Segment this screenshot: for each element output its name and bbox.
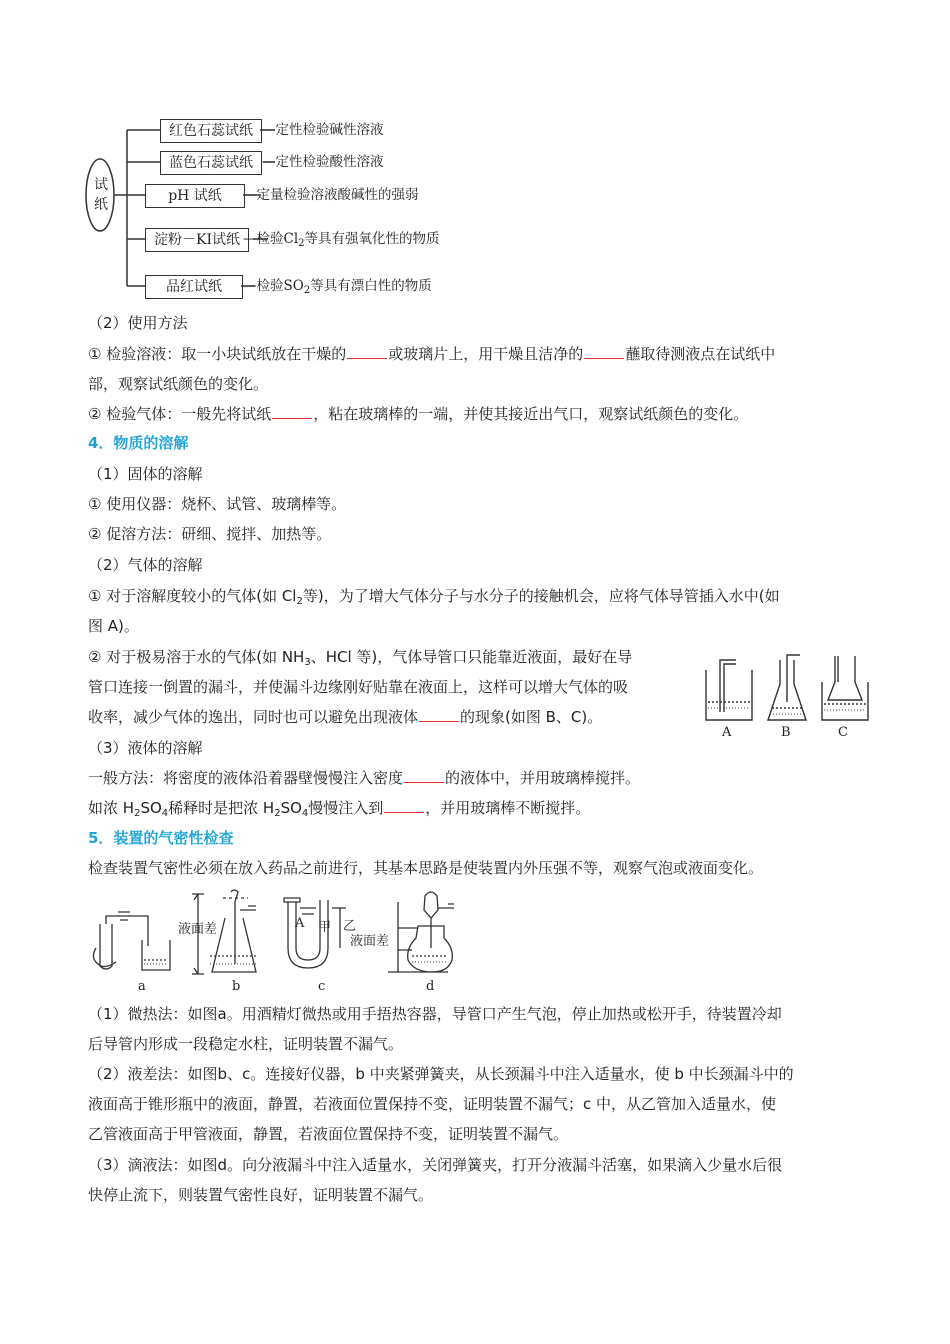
liquid-line-1: 一般方法：将密度的液体沿着器壁慢慢注入密度 的液体中，并用玻璃棒搅拌。 <box>88 769 641 787</box>
figure-label-b: B <box>781 725 791 740</box>
figure-label-yi: 乙 <box>343 919 357 934</box>
figure-label-diff-b: 液面差 <box>178 922 218 937</box>
tree-root: 试纸 <box>94 177 108 213</box>
section-5-title: 5．装置的气密性检查 <box>88 829 234 847</box>
figure-label-a: a <box>138 979 146 994</box>
method-1-line-1: （1）微热法：如图a。用酒精灯微热或用手捂热容器，导管口产生气泡，停止加热或松开手，待装置冷却 <box>88 1005 782 1023</box>
blue-litmus-paper: 蓝色石蕊试纸 <box>160 151 262 175</box>
liquid-title: （3）液体的溶解 <box>88 739 203 757</box>
method-1-line-2: 后导管内形成一段稳定水柱，证明装置不漏气。 <box>88 1035 404 1053</box>
answer-blank[interactable] <box>584 344 624 359</box>
gas-line-5: 收率，减少气体的逸出，同时也可以避免出现液体 的现象(如图 B、C)。 <box>88 708 603 726</box>
method-2-line-1: （2）液差法：如图b、c。连接好仪器，b 中夹紧弹簧夹，从长颈漏斗中注入适量水，使 b 中长颈漏斗中的 <box>88 1065 794 1083</box>
solid-line-1: ① 使用仪器：烧杯、试管、玻璃棒等。 <box>88 495 347 513</box>
starch-ki-desc: —检验$Cl_2$等具有强氧化性的物质 <box>243 231 440 249</box>
method-3-line-1: （3）滴液法：如图d。向分液漏斗中注入适量水，关闭弹簧夹，打开分液漏斗活塞，如果滴入少量水后很 <box>88 1156 783 1174</box>
red-litmus-paper: 红色石蕊试纸 <box>160 119 262 143</box>
figure-label-jia: 甲 <box>318 920 332 935</box>
ph-paper: pH 试纸 <box>145 184 245 208</box>
section-4-title: 4．物质的溶解 <box>88 434 189 452</box>
liquid-line-2: 如浓 $H_2SO_4$稀释时是把浓 $H_2SO_4$慢慢注入到 ，并用玻璃棒不断搅拌。 <box>88 799 591 819</box>
figure-label-c: C <box>838 725 848 740</box>
usage-line-1: ① 检验溶液：取一小块试纸放在干燥的 或玻璃片上，用干燥且洁净的 蘸取待测液点在试纸中 <box>88 345 776 363</box>
figure-label-tube-a: A <box>295 916 305 931</box>
answer-blank[interactable] <box>419 707 459 722</box>
apparatus-abc-drawing <box>700 652 875 727</box>
method-2-line-3: 乙管液面高于甲管液面，静置，若液面位置保持不变，证明装置不漏气。 <box>88 1125 569 1143</box>
gas-line-1: ① 对于溶解度较小的气体(如 $Cl_2$等)，为了增大气体分子与水分子的接触机会，应将气体导管插入水中(如 <box>88 587 780 607</box>
usage-line-3: ② 检验气体：一般先将试纸 ，粘在玻璃棒的一端，并使其接近出气口，观察试纸颜色的变化。 <box>88 405 749 423</box>
gas-line-4: 管口连接一倒置的漏斗，并使漏斗边缘刚好贴靠在液面上，这样可以增大气体的吸 <box>88 678 629 696</box>
section-5-intro: 检查装置气密性必须在放入药品之前进行，其基本思路是使装置内外压强不等，观察气泡或液面变化。 <box>88 859 764 877</box>
blue-litmus-desc: —定性检验酸性溶液 <box>262 154 384 170</box>
solid-title: （1）固体的溶解 <box>88 465 203 483</box>
ph-paper-desc: —定量检验溶液酸碱性的强弱 <box>243 187 419 203</box>
answer-blank[interactable] <box>404 768 444 783</box>
starch-ki-paper: 淀粉－KI试纸 <box>145 228 249 252</box>
figure-label-diff-c: 液面差 <box>350 934 390 949</box>
gas-title: （2）气体的溶解 <box>88 556 203 574</box>
method-2-line-2: 液面高于锥形瓶中的液面，静置，若液面位置保持不变，证明装置不漏气；c 中，从乙管加入适量水，使 <box>88 1095 777 1113</box>
gas-line-3: ② 对于极易溶于水的气体(如 $NH_3$、HCl 等)，气体导管口只能靠近液面，最好在导 <box>88 648 633 668</box>
red-litmus-desc: —定性检验碱性溶液 <box>262 122 384 138</box>
answer-blank[interactable] <box>272 404 312 419</box>
magenta-paper-desc: —检验$SO_2$等具有漂白性的物质 <box>243 278 432 296</box>
figure-label-a: A <box>722 725 732 740</box>
apparatus-abcd-drawing <box>88 888 460 980</box>
figure-label-b: b <box>232 979 241 994</box>
gas-line-2: 图 A)。 <box>88 617 139 635</box>
solid-line-2: ② 促溶方法：研细、搅拌、加热等。 <box>88 525 332 543</box>
answer-blank[interactable] <box>384 798 424 813</box>
usage-title: （2）使用方法 <box>88 314 188 332</box>
figure-label-d: d <box>426 979 435 994</box>
figure-label-c: c <box>318 979 326 994</box>
method-3-line-2: 快停止流下，则装置气密性良好，证明装置不漏气。 <box>88 1186 434 1204</box>
magenta-paper: 品红试纸 <box>145 275 243 299</box>
usage-line-2: 部，观察试纸颜色的变化。 <box>88 375 269 393</box>
answer-blank[interactable] <box>347 344 387 359</box>
